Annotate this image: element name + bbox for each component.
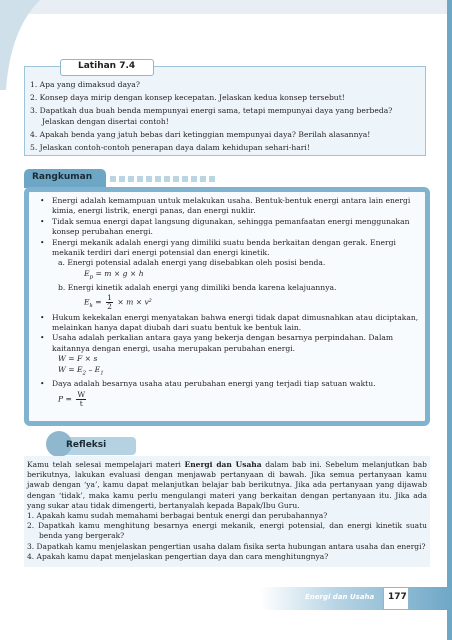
latihan-item: 2. Konsep daya mirip dengan konsep kecepatan. Jelaskan kedua konsep tersebut!	[30, 93, 345, 103]
dotted-decoration	[110, 175, 420, 183]
summary-subitem: a. Energi potensial adalah energi yang disebabkan oleh posisi benda.	[58, 258, 326, 268]
latihan-item: 3. Dapatkah dua buah benda mempunyai energi sama, tetapi mempunyai daya yang berbeda? Jelaskan dengan disertai contoh!	[30, 106, 393, 126]
summary-subitem: b. Energi kinetik adalah energi yang dimiliki benda karena kelajuannya.	[58, 282, 337, 292]
summary-bullet: • Tidak semua energi dapat langsung digunakan, sehingga pemanfaatan energi menggunakan konsep perubahan energi.	[34, 217, 424, 238]
rangkuman-title: Rangkuman	[32, 172, 93, 182]
formula-power: P = $\frac{W}{t}$	[58, 389, 86, 408]
refleksi-item: 1. Apakah kamu sudah memahami berbagai bentuk energi dan perubahannya?	[27, 511, 328, 521]
summary-bullet: • Hukum kekekalan energi menyatakan bahwa energi tidak dapat dimusnahkan atau diciptakan, melainkan hanya dapat diubah dari suatu bentuk ke bentuk lain.	[34, 313, 424, 334]
formula-potential-energy: $E_p = m \times g \times h$	[84, 268, 144, 281]
refleksi-title: Refleksi	[66, 440, 107, 450]
refleksi-list	[27, 511, 427, 562]
top-band	[0, 0, 452, 14]
page-number: 177	[388, 592, 407, 602]
rangkuman-content	[34, 196, 424, 408]
side-rule	[447, 0, 452, 640]
formula-kinetic-energy: $E_k$ = $\frac{1}{2}$ × m × v²	[84, 293, 152, 312]
latihan-list	[30, 80, 422, 156]
footer-chapter-title: Energi dan Usaha	[305, 593, 375, 601]
refleksi-item: 3. Dapatkah kamu menjelaskan pengertian usaha dalam fisika serta hubungan antara usaha dan energi?	[27, 541, 426, 551]
refleksi-content	[27, 460, 427, 562]
refleksi-item: 2. Dapatkah kamu menghitung besarnya energi mekanik, energi potensial, dan energi kinetik suatu benda yang bergerak?	[27, 521, 427, 541]
refleksi-item: 4. Apakah kamu dapat menjelaskan pengertian daya dan cara menghitungnya?	[27, 551, 329, 561]
latihan-item: 1. Apa yang dimaksud daya?	[30, 80, 140, 89]
latihan-item: 4. Apakah benda yang jatuh bebas dari ketinggian mempunyai daya? Berilah alasannya!	[30, 129, 371, 139]
latihan-item: 5. Jelaskan contoh-contoh penerapan daya dalam kehidupan sehari-hari!	[30, 143, 310, 153]
summary-bullet: • Energi mekanik adalah energi yang dimiliki suatu benda berkaitan dengan gerak. Energi mekanik terdiri dari energi potensial dan energi kinetik.	[34, 238, 424, 259]
summary-bullet: • Usaha adalah perkalian antara gaya yang bekerja dengan besarnya perpindahan. Dalam kaitannya dengan energi, usaha merupakan perubahan energi.	[34, 333, 424, 354]
summary-bullet: • Daya adalah besarnya usaha atau perubahan energi yang terjadi tiap satuan waktu.	[34, 379, 424, 389]
latihan-title: Latihan 7.4	[78, 61, 136, 71]
formula-work-energy: $W = E_2 - E_1$	[58, 364, 104, 377]
formula-work: W = F × s	[58, 354, 98, 364]
summary-bullet: • Energi adalah kemampuan untuk melakukan usaha. Bentuk-bentuk energi antara lain energi kimia, energi listrik, energi panas, dan energi nuklir.	[34, 196, 424, 217]
refleksi-paragraph: Kamu telah selesai mempelajari materi Energi dan Usaha dalam bab ini. Sebelum melanjutkan bab berikutnya, lakukan evaluasi dengan menjawab pertanyaan di bawah. Jika semua pertanyaan kamu jawab dengan ‘ya’, kamu dapat melanjutkan belajar bab berikutnya. Jika ada pertanyaan yang dijawab dengan ‘tidak’, maka kamu perlu mengulangi materi yang berkaitan dengan pertanyaan itu. Jika ada yang sukar atau tidak dimengerti, bertanyalah kepada Bapak/Ibu Guru.	[27, 460, 427, 510]
